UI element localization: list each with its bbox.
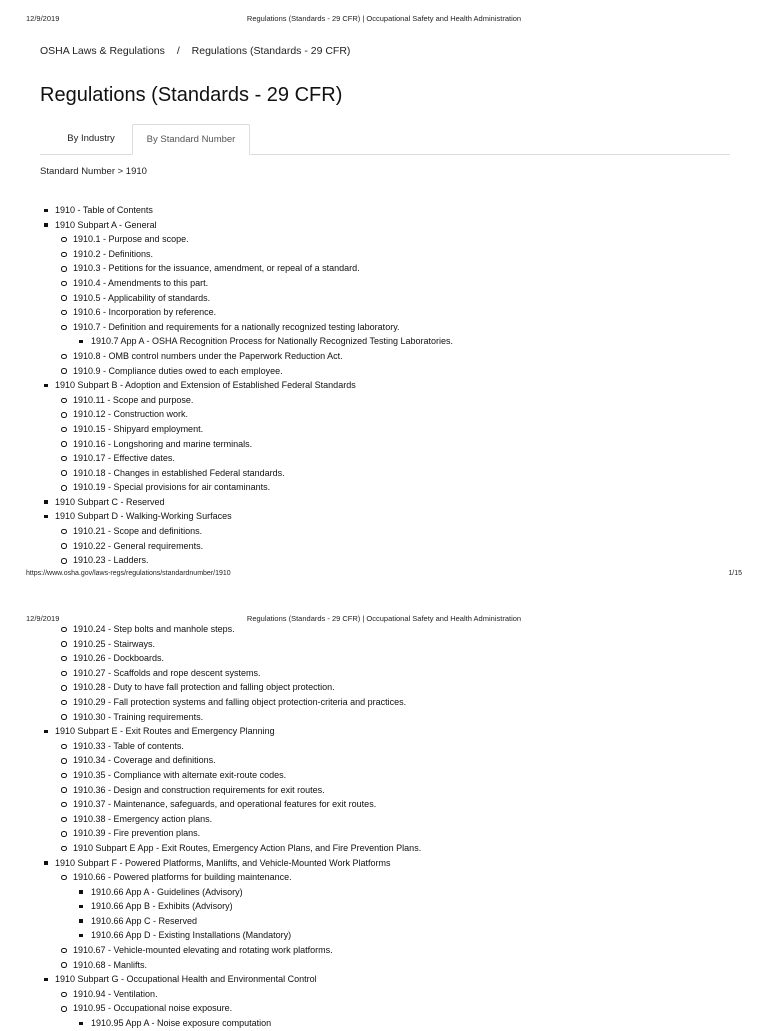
- toc-list-item: [40, 826, 421, 841]
- toc-link[interactable]: 1910 Subpart E - Exit Routes and Emergency Planning: [55, 726, 275, 737]
- toc-list-item: [40, 1016, 421, 1031]
- toc-list-item: [40, 422, 453, 437]
- toc-link[interactable]: 1910.1 - Purpose and scope.: [73, 234, 189, 245]
- toc-list-item: [40, 334, 453, 349]
- toc-link[interactable]: 1910.95 App A - Noise exposure computation: [91, 1018, 272, 1029]
- toc-link[interactable]: 1910.33 - Table of contents.: [73, 740, 184, 751]
- toc-list-item: [40, 364, 453, 379]
- print-date: 12/9/2019: [26, 614, 60, 623]
- toc-list-item: [40, 841, 421, 856]
- breadcrumb-laws-regulations-link[interactable]: OSHA Laws & Regulations: [40, 45, 165, 57]
- toc-list-item: [40, 261, 453, 276]
- toc-link[interactable]: 1910 Subpart G - Occupational Health and Environmental Control: [55, 974, 317, 985]
- toc-link[interactable]: 1910.29 - Fall protection systems and falling object protection-criteria and practices.: [73, 696, 407, 707]
- toc-list-item: [40, 797, 421, 812]
- toc-link[interactable]: 1910.22 - General requirements.: [73, 540, 204, 551]
- print-title: Regulations (Standards - 29 CFR) | Occupational Safety and Health Administration: [246, 14, 522, 23]
- toc-link[interactable]: 1910 Subpart B - Adoption and Extension of Established Federal Standards: [55, 380, 356, 391]
- toc-link[interactable]: 1910.7 App A - OSHA Recognition Process for Nationally Recognized Testing Laboratories.: [91, 336, 454, 347]
- toc-list-item: [40, 466, 453, 481]
- toc-link[interactable]: 1910.95 - Occupational noise exposure.: [73, 1003, 233, 1014]
- toc-list-item: [40, 885, 421, 900]
- toc-list-item: [40, 480, 453, 495]
- toc-link[interactable]: 1910.16 - Longshoring and marine terminals.: [73, 438, 253, 449]
- toc-list-item: [40, 291, 453, 306]
- toc-link[interactable]: 1910.68 - Manlifts.: [73, 959, 148, 970]
- toc-list-item: [40, 768, 421, 783]
- toc-list-item: [40, 870, 421, 885]
- toc-list-item: [40, 972, 421, 987]
- toc-list-item: [40, 524, 453, 539]
- toc-list-item: [40, 437, 453, 452]
- toc-list-item: [40, 680, 421, 695]
- toc-link[interactable]: 1910.67 - Vehicle-mounted elevating and rotating work platforms.: [73, 945, 333, 956]
- toc-list-item: [40, 783, 421, 798]
- toc-link[interactable]: 1910.36 - Design and construction requirements for exit routes.: [73, 784, 325, 795]
- toc-list-item: [40, 724, 421, 739]
- toc-list-item: [40, 305, 453, 320]
- toc-list-item: [40, 622, 421, 637]
- toc-link[interactable]: 1910.4 - Amendments to this part.: [73, 277, 209, 288]
- toc-list-item: [40, 553, 453, 568]
- toc-link[interactable]: 1910.2 - Definitions.: [73, 248, 154, 259]
- toc-link[interactable]: 1910.3 - Petitions for the issuance, amendment, or repeal of a standard.: [73, 263, 360, 274]
- toc-list-item: [40, 407, 453, 422]
- toc-link[interactable]: 1910.9 - Compliance duties owed to each employee.: [73, 365, 283, 376]
- toc-list-item: [40, 710, 421, 725]
- toc-link[interactable]: 1910.15 - Shipyard employment.: [73, 423, 204, 434]
- toc-link[interactable]: 1910.18 - Changes in established Federal standards.: [73, 467, 285, 478]
- toc-link[interactable]: 1910.37 - Maintenance, safeguards, and operational features for exit routes.: [73, 799, 377, 810]
- toc-link[interactable]: 1910.26 - Dockboards.: [73, 653, 165, 664]
- table-of-contents-list-continued: [40, 622, 421, 1031]
- toc-link[interactable]: 1910.24 - Step bolts and manhole steps.: [73, 624, 235, 634]
- toc-link[interactable]: 1910.38 - Emergency action plans.: [73, 813, 213, 824]
- toc-link[interactable]: 1910.34 - Coverage and definitions.: [73, 755, 216, 766]
- toc-list-item: [40, 739, 421, 754]
- toc-link[interactable]: 1910.35 - Compliance with alternate exit-route codes.: [73, 769, 287, 780]
- toc-link[interactable]: 1910.21 - Scope and definitions.: [73, 526, 203, 537]
- toc-link[interactable]: 1910 Subpart A - General: [55, 219, 157, 230]
- toc-link[interactable]: 1910.5 - Applicability of standards.: [73, 292, 211, 303]
- breadcrumb-separator: /: [176, 45, 180, 57]
- tab-by-industry[interactable]: By Industry: [67, 133, 115, 144]
- toc-link[interactable]: 1910.66 App B - Exhibits (Advisory): [91, 901, 233, 912]
- toc-list-item: [40, 1001, 421, 1016]
- tab-by-standard-number[interactable]: By Standard Number: [132, 124, 250, 155]
- toc-list-item: [40, 987, 421, 1002]
- toc-list-item: [40, 320, 453, 335]
- toc-link[interactable]: 1910.66 App D - Existing Installations (Mandatory): [91, 930, 292, 941]
- toc-link[interactable]: 1910.11 - Scope and purpose.: [73, 394, 194, 405]
- toc-list-item: [40, 637, 421, 652]
- toc-link[interactable]: 1910.30 - Training requirements.: [73, 711, 204, 722]
- toc-list-item: [40, 451, 453, 466]
- toc-link[interactable]: 1910 Subpart C - Reserved: [55, 496, 165, 507]
- toc-list-item: [40, 914, 421, 929]
- toc-list-item: [40, 651, 421, 666]
- toc-list-item: [40, 393, 453, 408]
- toc-list-item: [40, 753, 421, 768]
- toc-link[interactable]: 1910.8 - OMB control numbers under the Paperwork Reduction Act.: [73, 350, 343, 361]
- toc-link[interactable]: 1910.6 - Incorporation by reference.: [73, 307, 217, 318]
- toc-list-item: [40, 495, 453, 510]
- toc-link[interactable]: 1910 Subpart E App - Exit Routes, Emergency Action Plans, and Fire Prevention Plans.: [73, 842, 422, 853]
- print-title: Regulations (Standards - 29 CFR) | Occupational Safety and Health Administration: [246, 614, 522, 623]
- print-footer: [26, 570, 742, 582]
- print-header: [26, 14, 742, 26]
- toc-link[interactable]: 1910.66 App C - Reserved: [91, 915, 198, 926]
- toc-list-item: [40, 812, 421, 827]
- toc-list-item: [40, 899, 421, 914]
- toc-link[interactable]: 1910.39 - Fire prevention plans.: [73, 828, 201, 839]
- toc-link[interactable]: 1910.94 - Ventilation.: [73, 988, 158, 999]
- toc-link[interactable]: 1910.7 - Definition and requirements for a nationally recognized testing laboratory.: [73, 321, 400, 332]
- standard-number-breadcrumb: Standard Number > 1910: [40, 166, 147, 177]
- toc-link[interactable]: 1910.23 - Ladders.: [73, 555, 149, 566]
- toc-list-item: [40, 203, 453, 218]
- toc-link[interactable]: 1910 Subpart D - Walking-Working Surfaces: [55, 511, 232, 522]
- toc-list-item: [40, 539, 453, 554]
- toc-list-item: [40, 509, 453, 524]
- toc-link[interactable]: 1910.25 - Stairways.: [73, 638, 156, 649]
- toc-list-item: [40, 666, 421, 681]
- toc-link[interactable]: 1910.66 - Powered platforms for building maintenance.: [73, 872, 292, 883]
- toc-list-item: [40, 232, 453, 247]
- print-date: 12/9/2019: [26, 14, 60, 23]
- toc-link[interactable]: 1910 Subpart F - Powered Platforms, Manlifts, and Vehicle-Mounted Work Platforms: [55, 857, 391, 868]
- toc-list-item: [40, 349, 453, 364]
- toc-link[interactable]: 1910.17 - Effective dates.: [73, 453, 175, 464]
- toc-list-item: [40, 276, 453, 291]
- breadcrumb-regulations-link[interactable]: Regulations (Standards - 29 CFR): [191, 45, 351, 57]
- toc-link[interactable]: 1910.19 - Special provisions for air contaminants.: [73, 482, 271, 493]
- toc-link[interactable]: 1910.12 - Construction work.: [73, 409, 189, 420]
- toc-list-item: [40, 928, 421, 943]
- toc-link[interactable]: 1910 - Table of Contents: [55, 205, 153, 215]
- table-of-contents-list: [40, 203, 453, 568]
- breadcrumb: [40, 45, 350, 57]
- toc-link[interactable]: 1910.27 - Scaffolds and rope descent systems.: [73, 667, 261, 678]
- toc-list-item: [40, 378, 453, 393]
- toc-list-item: [40, 218, 453, 233]
- print-url: https://www.osha.gov/laws-regs/regulations/standardnumber/1910: [26, 570, 231, 577]
- toc-link[interactable]: 1910.28 - Duty to have fall protection and falling object protection.: [73, 682, 335, 693]
- toc-list-item: [40, 856, 421, 871]
- toc-list-item: [40, 943, 421, 958]
- tab-bar: [40, 124, 730, 155]
- toc-link[interactable]: 1910.66 App A - Guidelines (Advisory): [91, 886, 243, 897]
- page-title: Regulations (Standards - 29 CFR): [40, 84, 343, 106]
- toc-list-item: [40, 958, 421, 973]
- toc-list-item: [40, 247, 453, 262]
- toc-list-item: [40, 695, 421, 710]
- print-page-number: 1/15: [728, 570, 742, 577]
